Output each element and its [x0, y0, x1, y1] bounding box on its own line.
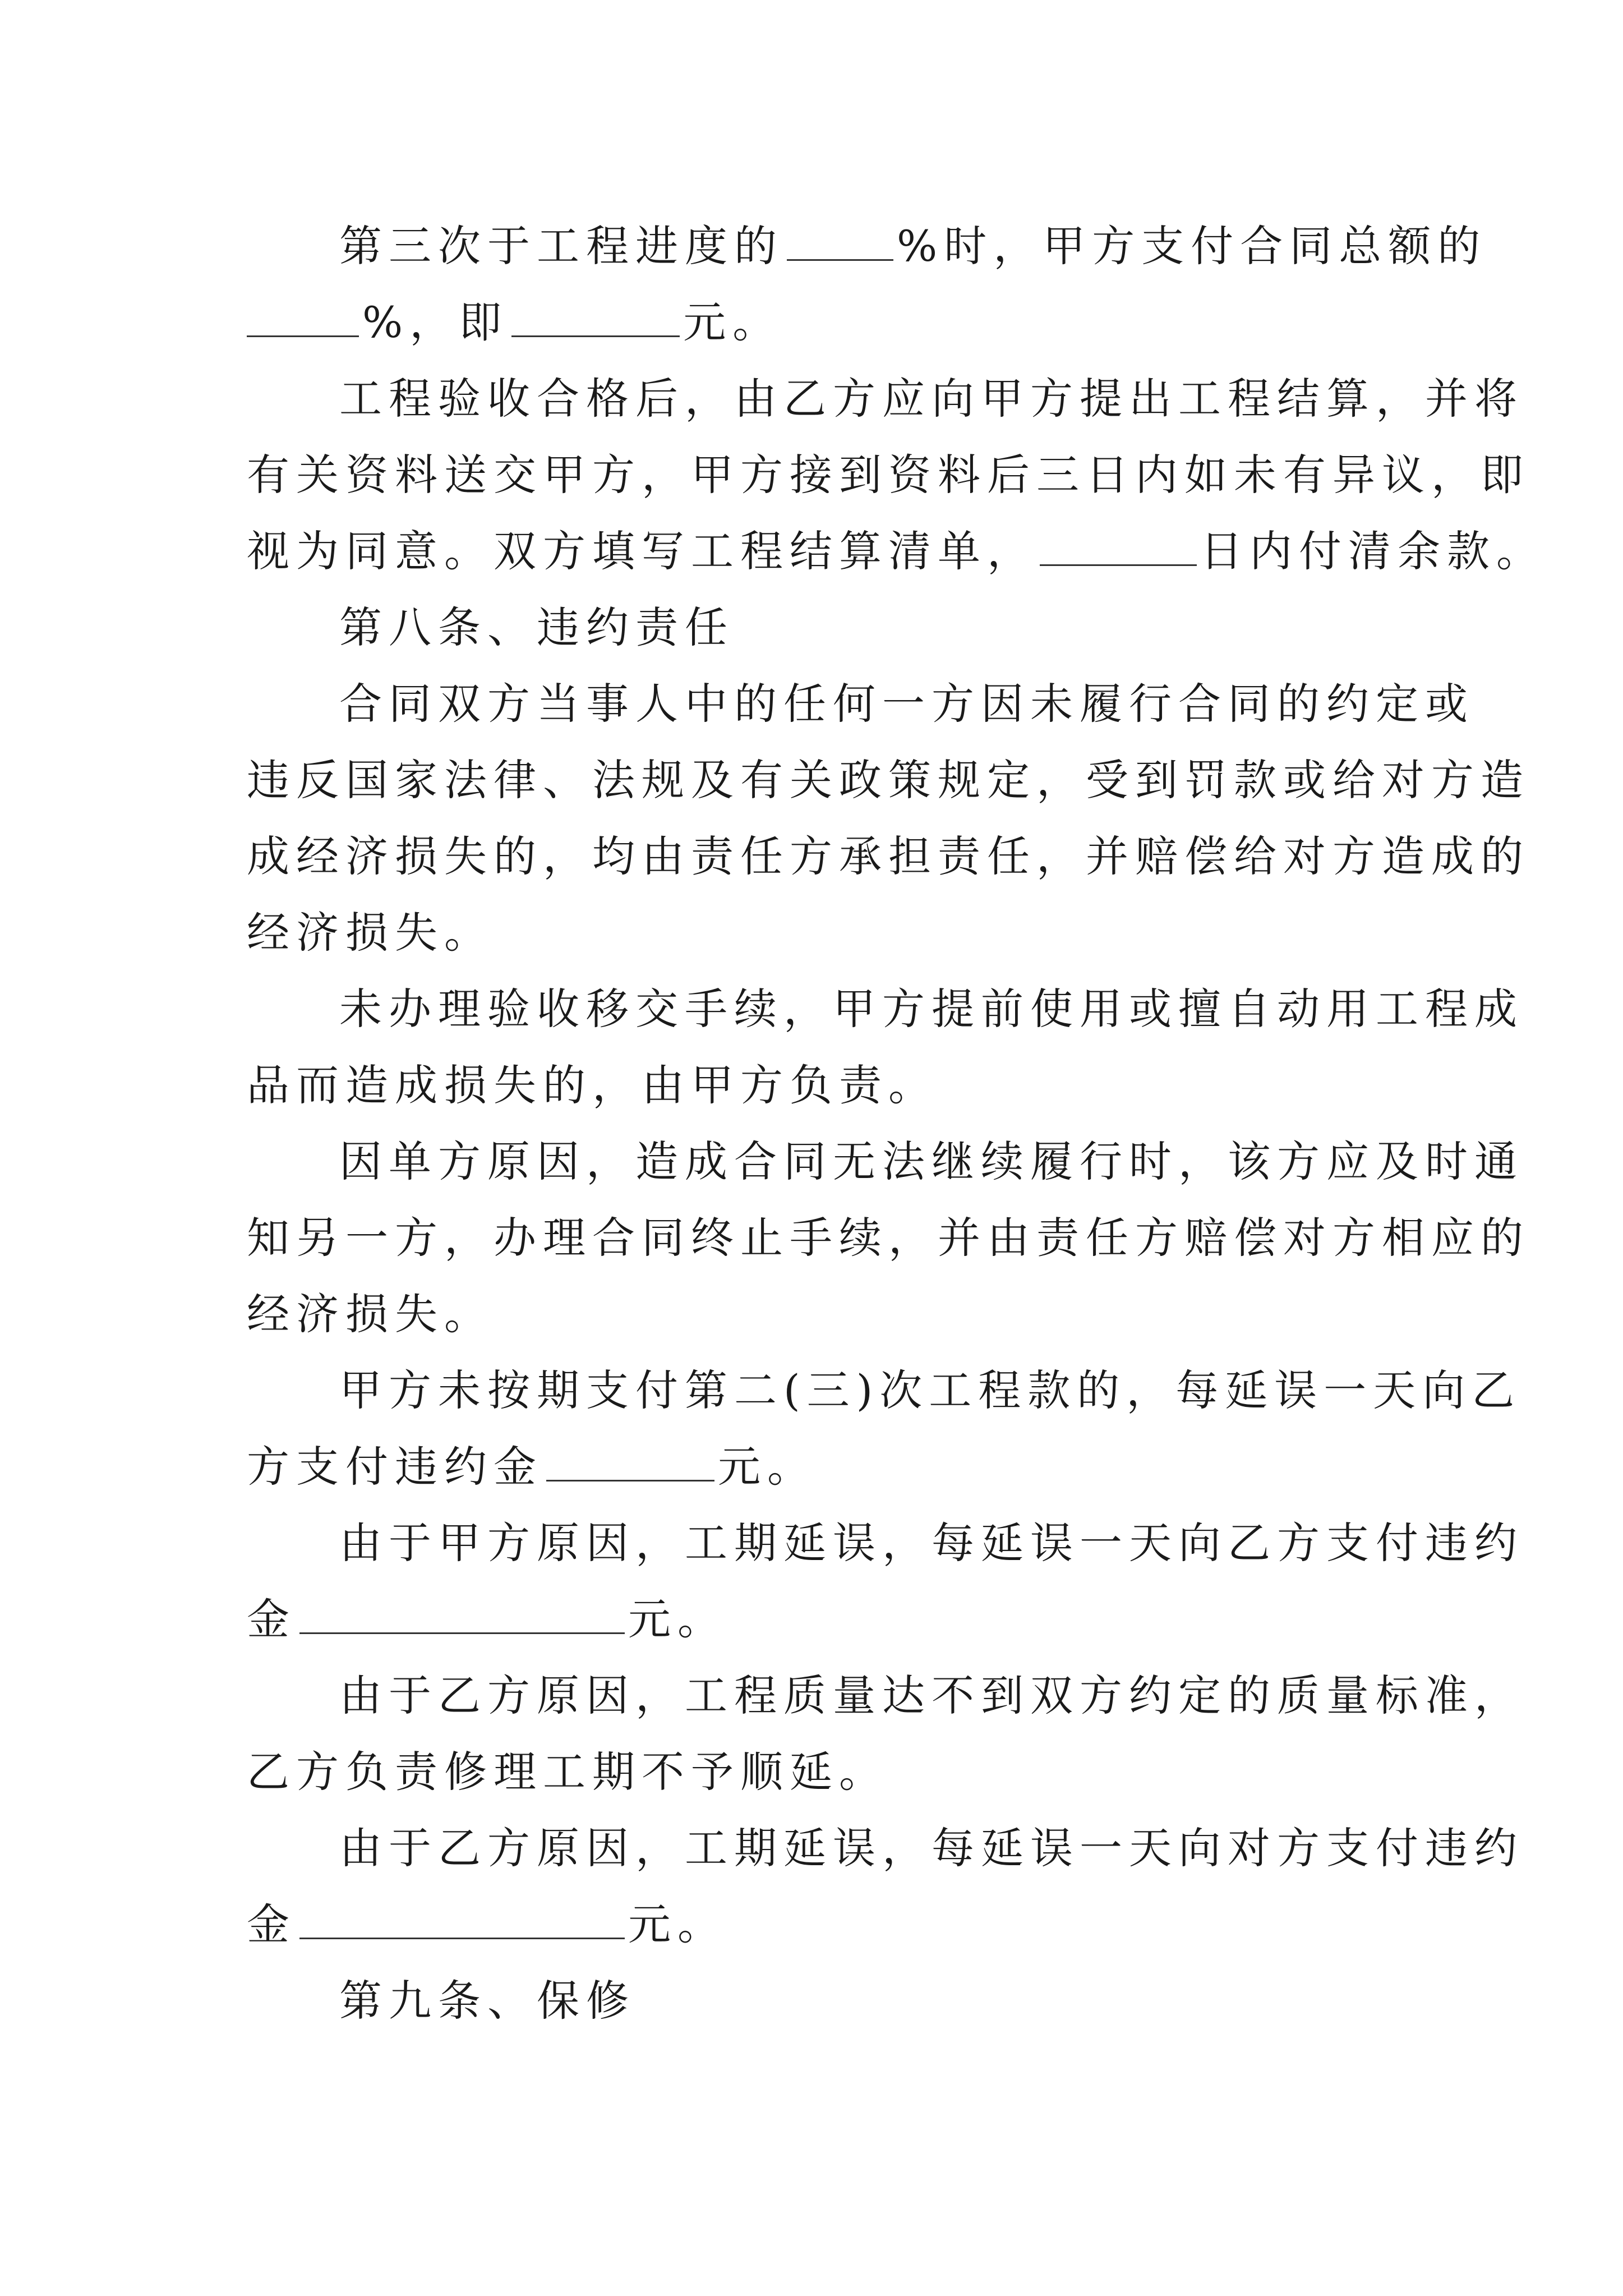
text-segment: 金 [247, 1594, 296, 1644]
text-line: 有关资料送交甲方，甲方接到资料后三日内如未有异议，即 [247, 450, 1530, 500]
text-line: 甲方未按期支付第二(三)次工程款的，每延误一天向乙 [339, 1365, 1521, 1415]
blank-field-penalty-b[interactable] [299, 1593, 625, 1634]
text-line: 经济损失。 [247, 1289, 494, 1339]
blank-field-penalty-a[interactable] [546, 1441, 714, 1481]
blank-field-amount[interactable] [511, 296, 680, 337]
text-line-payment-third [339, 215, 1487, 277]
text-segment: 元。 [628, 1899, 727, 1949]
text-line-penalty-b [247, 1589, 1391, 1650]
text-line: 由于甲方原因，工期延误，每延误一天向乙方支付违约 [339, 1518, 1524, 1568]
text-line: 乙方负责修理工期不予顺延。 [247, 1747, 888, 1797]
text-line-penalty-c [247, 1894, 1391, 1955]
text-segment: 方支付违约金 [247, 1442, 543, 1492]
section-heading-article-9: 第九条、保修 [339, 1976, 635, 2026]
text-line: 知另一方，办理合同终止手续，并由责任方赔偿对方相应的 [247, 1213, 1530, 1263]
section-heading-article-8: 第八条、违约责任 [339, 602, 734, 652]
text-segment: 第三次于工程进度的 [339, 221, 783, 271]
text-line: 未办理验收移交手续，甲方提前使用或擅自动用工程成 [339, 984, 1524, 1034]
text-segment: 元。 [628, 1594, 727, 1644]
text-line: 合同双方当事人中的任何一方因未履行合同的约定或 [339, 679, 1474, 729]
text-segment: %，即 [362, 297, 509, 347]
text-line: 品而造成损失的，由甲方负责。 [247, 1060, 938, 1110]
text-line-settlement [247, 521, 1546, 582]
blank-field-total-percent[interactable] [247, 296, 359, 337]
text-line: 因单方原因，造成合同无法继续履行时，该方应及时通 [339, 1137, 1524, 1186]
text-line-penalty-a [247, 1436, 1391, 1498]
text-line-payment-amount [247, 292, 1391, 353]
text-segment: 金 [247, 1899, 296, 1949]
text-segment: 视为同意。双方填写工程结算清单， [247, 526, 1036, 576]
text-segment: 元。 [683, 297, 782, 347]
text-line: 成经济损失的，均由责任方承担责任，并赔偿给对方造成的 [247, 831, 1530, 881]
text-segment: 日内付清余款。 [1200, 526, 1546, 576]
text-line: 由于乙方原因，工程质量达不到双方约定的质量标准， [339, 1671, 1524, 1720]
blank-field-days[interactable] [1040, 525, 1197, 566]
text-segment: 元。 [718, 1442, 817, 1492]
text-segment: %时，甲方支付合同总额的 [897, 221, 1487, 271]
text-line: 由于乙方原因，工期延误，每延误一天向对方支付违约 [339, 1823, 1524, 1873]
blank-field-penalty-c[interactable] [299, 1898, 625, 1939]
text-line: 工程验收合格后，由乙方应向甲方提出工程结算，并将 [339, 374, 1524, 424]
text-line: 违反国家法律、法规及有关政策规定，受到罚款或给对方造 [247, 755, 1530, 805]
blank-field-progress-percent[interactable] [787, 220, 893, 261]
text-line: 经济损失。 [247, 908, 494, 958]
